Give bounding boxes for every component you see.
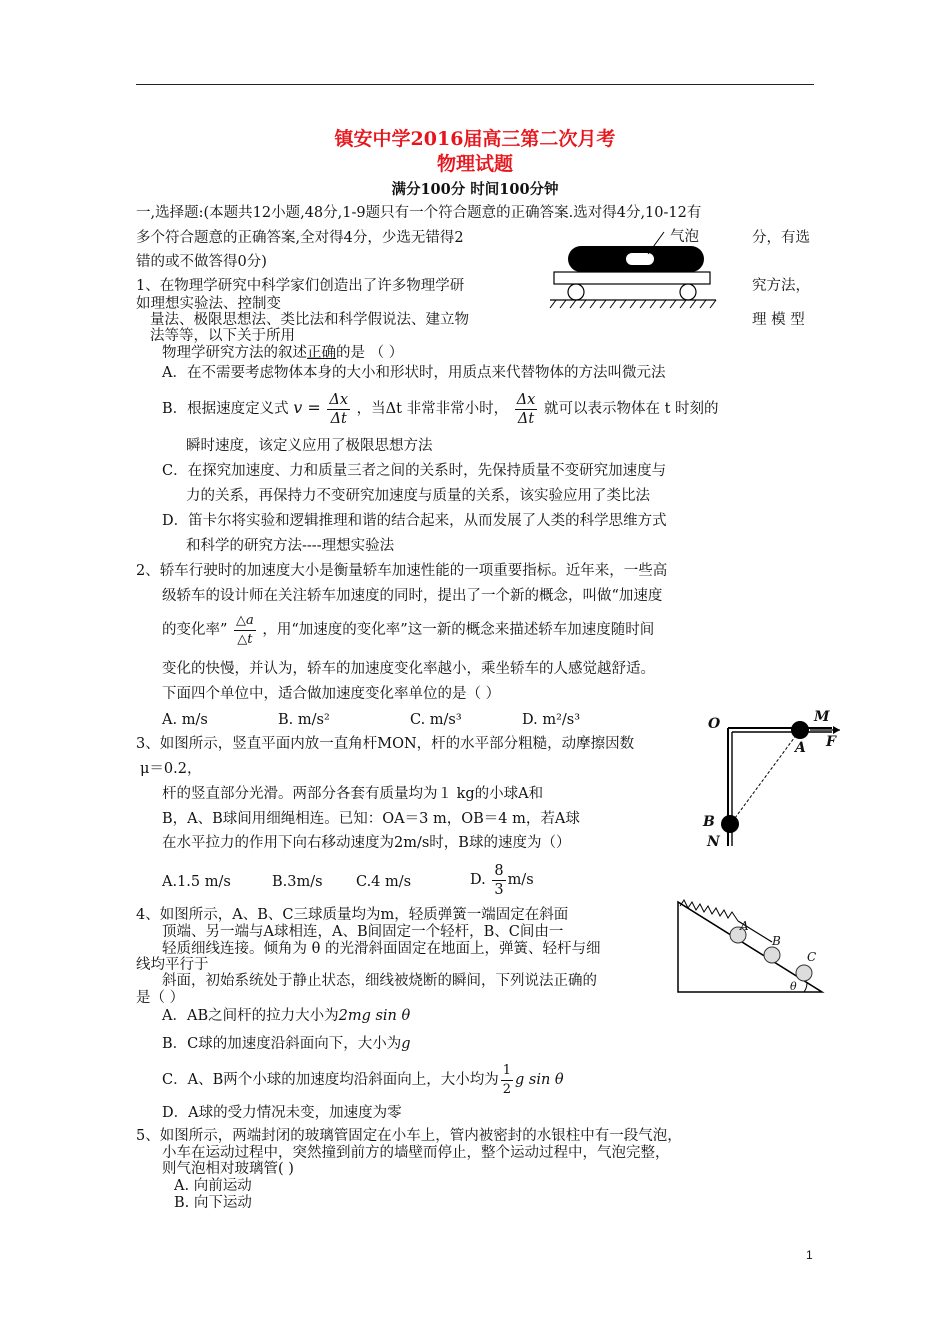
q1-option-b-mid: ，当Δt 非常非常小时，: [356, 401, 509, 417]
q2-line5: 下面四个单位中，适合做加速度变化率单位的是（ ）: [162, 686, 501, 702]
one-half: [501, 1062, 513, 1099]
frac-den: 3: [494, 881, 504, 898]
ball-c-label: C: [807, 950, 817, 964]
delta-x-over-delta-t: [327, 391, 350, 428]
right-angle-rod-figure: [700, 706, 850, 856]
q3-option-d-label: D.: [470, 872, 486, 888]
q5-option-b: B. 向下运动: [174, 1195, 252, 1211]
q5-option-a: A. 向前运动: [174, 1178, 252, 1194]
q1-line5-underlined: 正确: [307, 345, 336, 361]
q4-line1: 4、如图所示，A、B、C三球质量均为m，轻质弹簧一端固定在斜面: [136, 907, 569, 923]
q1-option-b-tail: 就可以表示物体在 t 时刻的: [543, 401, 719, 417]
label-o: O: [708, 716, 721, 732]
frac-num: Δx: [329, 391, 349, 408]
frac-num: 8: [494, 862, 504, 879]
q2-line3: [162, 610, 654, 650]
section-intro-line1: 一,选择题:(本题共12小题,48分,1-9题只有一个符合题意的正确答案.选对得4分,10-12有: [136, 205, 702, 221]
label-m: M: [814, 709, 830, 725]
velocity-symbol: v =: [293, 398, 321, 417]
frac-num: 1: [501, 1062, 513, 1081]
label-b: B: [703, 814, 715, 830]
q1-option-b-text: B．根据速度定义式: [162, 401, 289, 417]
q2-option-a: A. m/s: [162, 712, 208, 728]
q1-line5-tail: 的是 （ ）: [336, 345, 404, 361]
q2-option-d: D. m²/s³: [522, 712, 581, 728]
q3-line5: 在水平拉力的作用下向右移动速度为2m/s时，B球的速度为（）: [162, 835, 571, 851]
q3-option-d: [470, 858, 534, 902]
q4-line2: 顶端、另一端与A球相连，A、B间固定一个轻杆，B、C间由一: [162, 924, 564, 940]
eight-thirds: [492, 862, 505, 899]
q1-option-b-line2: 瞬时速度，该定义应用了极限思想方法: [186, 438, 433, 454]
label-n: N: [707, 834, 720, 850]
q3-line1: 3、如图所示，竖直平面内放一直角杆MON，杆的水平部分粗糙，动摩擦因数: [136, 736, 635, 752]
q4-line5: 斜面，初始系统处于静止状态，细线被烧断的瞬间，下列说法正确的: [162, 973, 597, 989]
delta-x-over-delta-t-2: [515, 391, 538, 428]
section-intro-line2b: 分，有选: [752, 230, 810, 246]
ball-b-label: B: [772, 934, 781, 948]
label-a: A: [795, 740, 806, 756]
q5-line3: 则气泡相对玻璃管( ): [162, 1161, 294, 1177]
q4-option-b: [162, 1034, 411, 1054]
q2-option-c: C. m/s³: [410, 712, 462, 728]
q3-line3: 杆的竖直部分光滑。两部分各套有质量均为１ kg的小球A和: [162, 786, 544, 802]
q5-line2: 小车在运动过程中，突然撞到前方的墙壁而停止，整个运动过程中，气泡完整，: [162, 1145, 670, 1161]
exam-score-time: 满分100分 时间100分钟: [391, 181, 559, 198]
q3-option-c: C.4 m/s: [356, 874, 412, 890]
q3-option-d-unit: m/s: [507, 872, 534, 888]
delta-a-over-delta-t: [234, 612, 256, 649]
q4-option-c: [162, 1058, 564, 1102]
q1-line1a: 1、在物理学研究中科学家们创造出了许多物理学研: [136, 278, 465, 294]
q2-line4: 变化的快慢，并认为，轿车的加速度变化率越小，乘坐轿车的人感觉越舒适。: [162, 661, 655, 677]
q4-option-c-expr: g sin θ: [515, 1072, 564, 1088]
q2-line2: 级轿车的设计师在关注轿车加速度的同时，提出了一个新的概念，叫做“加速度: [162, 588, 663, 604]
q4-line6: 是（ ）: [136, 990, 185, 1006]
frac-num: △a: [234, 612, 256, 631]
q2-option-b: B. m/s²: [278, 712, 330, 728]
frac-den: △t: [237, 631, 253, 647]
q1-line5: [162, 343, 403, 363]
q4-option-a: [162, 1006, 410, 1026]
section-intro-line2a: 多个符合题意的正确答案,全对得4分，少选无错得2: [136, 230, 464, 246]
frac-den: Δt: [517, 410, 535, 427]
frac-den: Δt: [330, 410, 347, 427]
q1-line4: 法等等，以下关于所用: [150, 328, 295, 344]
q3-line2: μ＝0.2，: [140, 761, 202, 777]
q1-line3b: 理 模 型: [752, 312, 805, 328]
q4-line3: 轻质细线连接。倾角为 θ 的光滑斜面固定在地面上，弹簧、轻杆与细: [162, 941, 601, 957]
q1-line3a: 量法、极限思想法、类比法和科学假说法、建立物: [150, 312, 469, 328]
bubble-label: 气泡: [670, 229, 699, 245]
q1-option-a: A．在不需要考虑物体本身的大小和形状时，用质点来代替物体的方法叫微元法: [162, 365, 666, 381]
q4-option-a-expr: 2mg sin θ: [338, 1008, 411, 1024]
q3-option-a: A.1.5 m/s: [162, 874, 231, 890]
q1-line2: 如理想实验法、控制变: [136, 296, 281, 312]
exam-title: 镇安中学2016届高三第二次月考: [334, 128, 616, 150]
q4-option-c-text: C．A、B两个小球的加速度均沿斜面向上，大小均为: [162, 1072, 499, 1088]
q4-option-d: D．A球的受力情况未变，加速度为零: [162, 1105, 402, 1121]
frac-den: 2: [502, 1081, 512, 1097]
q1-option-c-line2: 力的关系，再保持力不变研究加速度与质量的关系，该实验应用了类比法: [186, 488, 650, 504]
frac-num: Δx: [516, 391, 536, 408]
section-intro-line3: 错的或不做答得0分): [136, 254, 267, 270]
q1-option-b: [162, 388, 719, 428]
q4-option-b-expr: g: [401, 1036, 411, 1052]
label-f: F: [826, 734, 836, 750]
incline-spring-balls-figure: [672, 894, 828, 996]
q3-line4: B，A、B球间用细绳相连。已知：OA＝3 m，OB＝4 m，若A球: [162, 811, 580, 827]
q5-line1: 5、如图所示，两端封闭的玻璃管固定在小车上，管内被密封的水银柱中有一段气泡，: [136, 1128, 682, 1144]
q1-option-d-line1: D．笛卡尔将实验和逻辑推理和谐的结合起来，从而发展了人类的科学思维方式: [162, 513, 667, 529]
q1-line5-text: 物理学研究方法的叙述: [162, 345, 307, 361]
q1-line1b: 究方法，: [752, 278, 810, 294]
q2-line3-text: 的变化率”: [162, 622, 228, 638]
q4-option-b-text: B．C球的加速度沿斜面向下，大小为: [162, 1036, 402, 1052]
q4-line4: 线均平行于: [136, 957, 209, 973]
q2-line1: 2、轿车行驶时的加速度大小是衡量轿车加速性能的一项重要指标。近年来，一些高: [136, 563, 668, 579]
q4-option-a-text: A．AB之间杆的拉力大小为: [162, 1008, 339, 1024]
ball-a-label: A: [740, 919, 749, 933]
header-rule: [136, 84, 814, 85]
theta-label: θ: [790, 980, 797, 993]
page-number: 1: [806, 1248, 813, 1262]
q1-option-c-line1: C．在探究加速度、力和质量三者之间的关系时，先保持质量不变研究加速度与: [162, 463, 667, 479]
q1-option-d-line2: 和科学的研究方法----理想实验法: [186, 538, 395, 554]
q2-line3-tail: ，用“加速度的变化率”这一新的概念来描述轿车加速度随时间: [262, 622, 655, 638]
q3-option-b: B.3m/s: [272, 874, 323, 890]
exam-subject: 物理试题: [436, 153, 513, 175]
